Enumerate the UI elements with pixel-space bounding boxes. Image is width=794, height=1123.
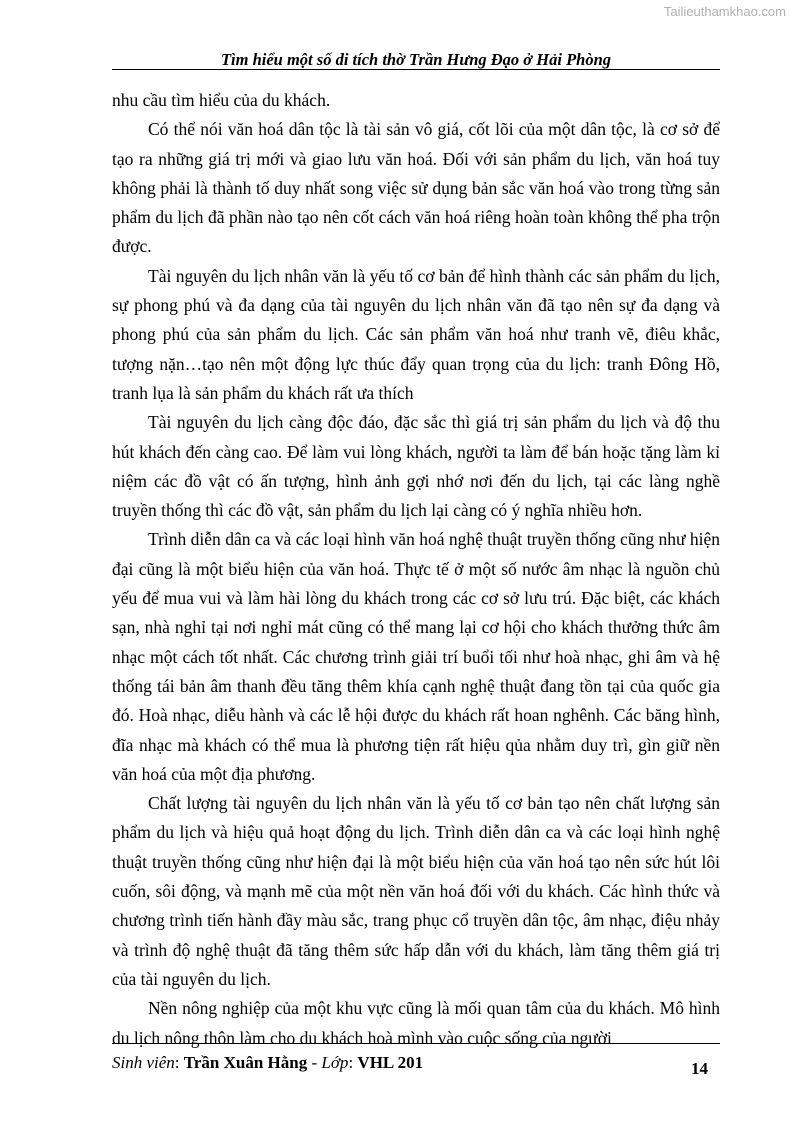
paragraph: Tài nguyên du lịch càng độc đáo, đặc sắc thì giá trị sản phẩm du lịch và độ thu hút khách đến càng cao. Để làm vui lòng khách, người ta làm để bán hoặc tặng làm kỉ niệm các đồ vật có ấn tượng, hình ảnh gợi nhớ nơi đến du lịch, tại các làng nghề truyền thống thì các đồ vật, sản phẩm du lịch lại càng có ý nghĩa nhiều hơn.: [112, 412, 720, 521]
paragraph: Trình diễn dân ca và các loại hình văn hoá nghệ thuật truyền thống cũng như hiện đại cũng là một biểu hiện của văn hoá. Thực tế ở một số nước âm nhạc là nguồn chủ yếu để mua vui và làm hài lòng du khách trong các cơ sở lưu trú. Đặc biệt, các khách sạn, nhà nghỉ tại nơi nghỉ mát cũng có thể mang lại cơ hội cho khách thưởng thức âm nhạc một cách tốt nhất. Các chương trình giải trí buổi tối như hoà nhạc, ghi âm và hệ thống tái bản âm thanh đều tăng thêm khía cạnh nghệ thuật đang tồn tại của quốc gia đó. Hoà nhạc, diễu hành và các lễ hội được du khách rất hoan nghênh. Các băng hình, đĩa nhạc mà khách có thể mua là phương tiện rất hiệu qủa nhằm duy trì, gìn giữ nền văn hoá của một địa phương.: [112, 529, 720, 784]
document-body: [112, 86, 720, 1053]
class-label: Lớp: [321, 1053, 349, 1072]
footer-dash: -: [307, 1053, 322, 1072]
paragraph: Tài nguyên du lịch nhân văn là yếu tố cơ bản để hình thành các sản phẩm du lịch, sự phong phú và đa dạng của tài nguyên du lịch nhân văn đã tạo nên sự đa dạng và phong phú của sản phẩm du lịch. Các sản phẩm văn hoá như tranh vẽ, điêu khắc, tượng nặn…tạo nên một động lực thúc đẩy quan trọng của du lịch: tranh Đông Hồ, tranh lụa là sản phẩm du khách rất ưa thích: [112, 265, 720, 403]
student-name: Trần Xuân Hằng: [183, 1053, 308, 1072]
header-divider: [112, 69, 720, 70]
paragraph-continuation: nhu cầu tìm hiểu của du khách.: [112, 90, 331, 110]
watermark: Tailieuthamkhao.com: [663, 4, 786, 19]
paragraph: Nền nông nghiệp của một khu vực cũng là mối quan tâm của du khách. Mô hình du lịch nông thôn làm cho du khách hoà mình vào cuộc sống của người: [112, 998, 720, 1048]
class-value: VHL 201: [357, 1053, 424, 1072]
page-number: 14: [691, 1059, 708, 1078]
footer-separator: :: [348, 1053, 358, 1072]
footer-separator: :: [174, 1053, 184, 1072]
page-header-title: Tìm hiểu một số di tích thờ Trần Hưng Đạo ở Hải Phòng: [220, 50, 612, 69]
paragraph: Chất lượng tài nguyên du lịch nhân văn là yếu tố cơ bản tạo nên chất lượng sản phẩm du lịch và hiệu quả hoạt động du lịch. Trình diễn dân ca và các loại hình nghệ thuật truyền thống cũng như hiện đại là một biểu hiện của văn hoá tạo nên sức hút lôi cuốn, sôi động, và mạnh mẽ của một nền văn hoá đối với du khách. Các hình thức và chương trình tiến hành đầy màu sắc, trang phục cổ truyền dân tộc, âm nhạc, điệu nhảy và trình độ nghệ thuật đã tăng thêm sức hấp dẫn với du khách, làm tăng thêm giá trị của tài nguyên du lịch.: [112, 793, 720, 989]
student-label: Sinh viên: [112, 1053, 175, 1072]
page-footer: [112, 1052, 720, 1078]
paragraph: Có thể nói văn hoá dân tộc là tài sản vô giá, cốt lõi của một dân tộc, là cơ sở để tạo ra những giá trị mới và giao lưu văn hoá. Đối với sản phẩm du lịch, văn hoá tuy không phải là thành tố duy nhất song việc sử dụng bản sắc văn hoá vào trong từng sản phẩm du lịch đã phần nào tạo nên cốt cách văn hoá riêng hoàn toàn không thể pha trộn được.: [112, 119, 720, 257]
footer-divider: [112, 1043, 720, 1044]
